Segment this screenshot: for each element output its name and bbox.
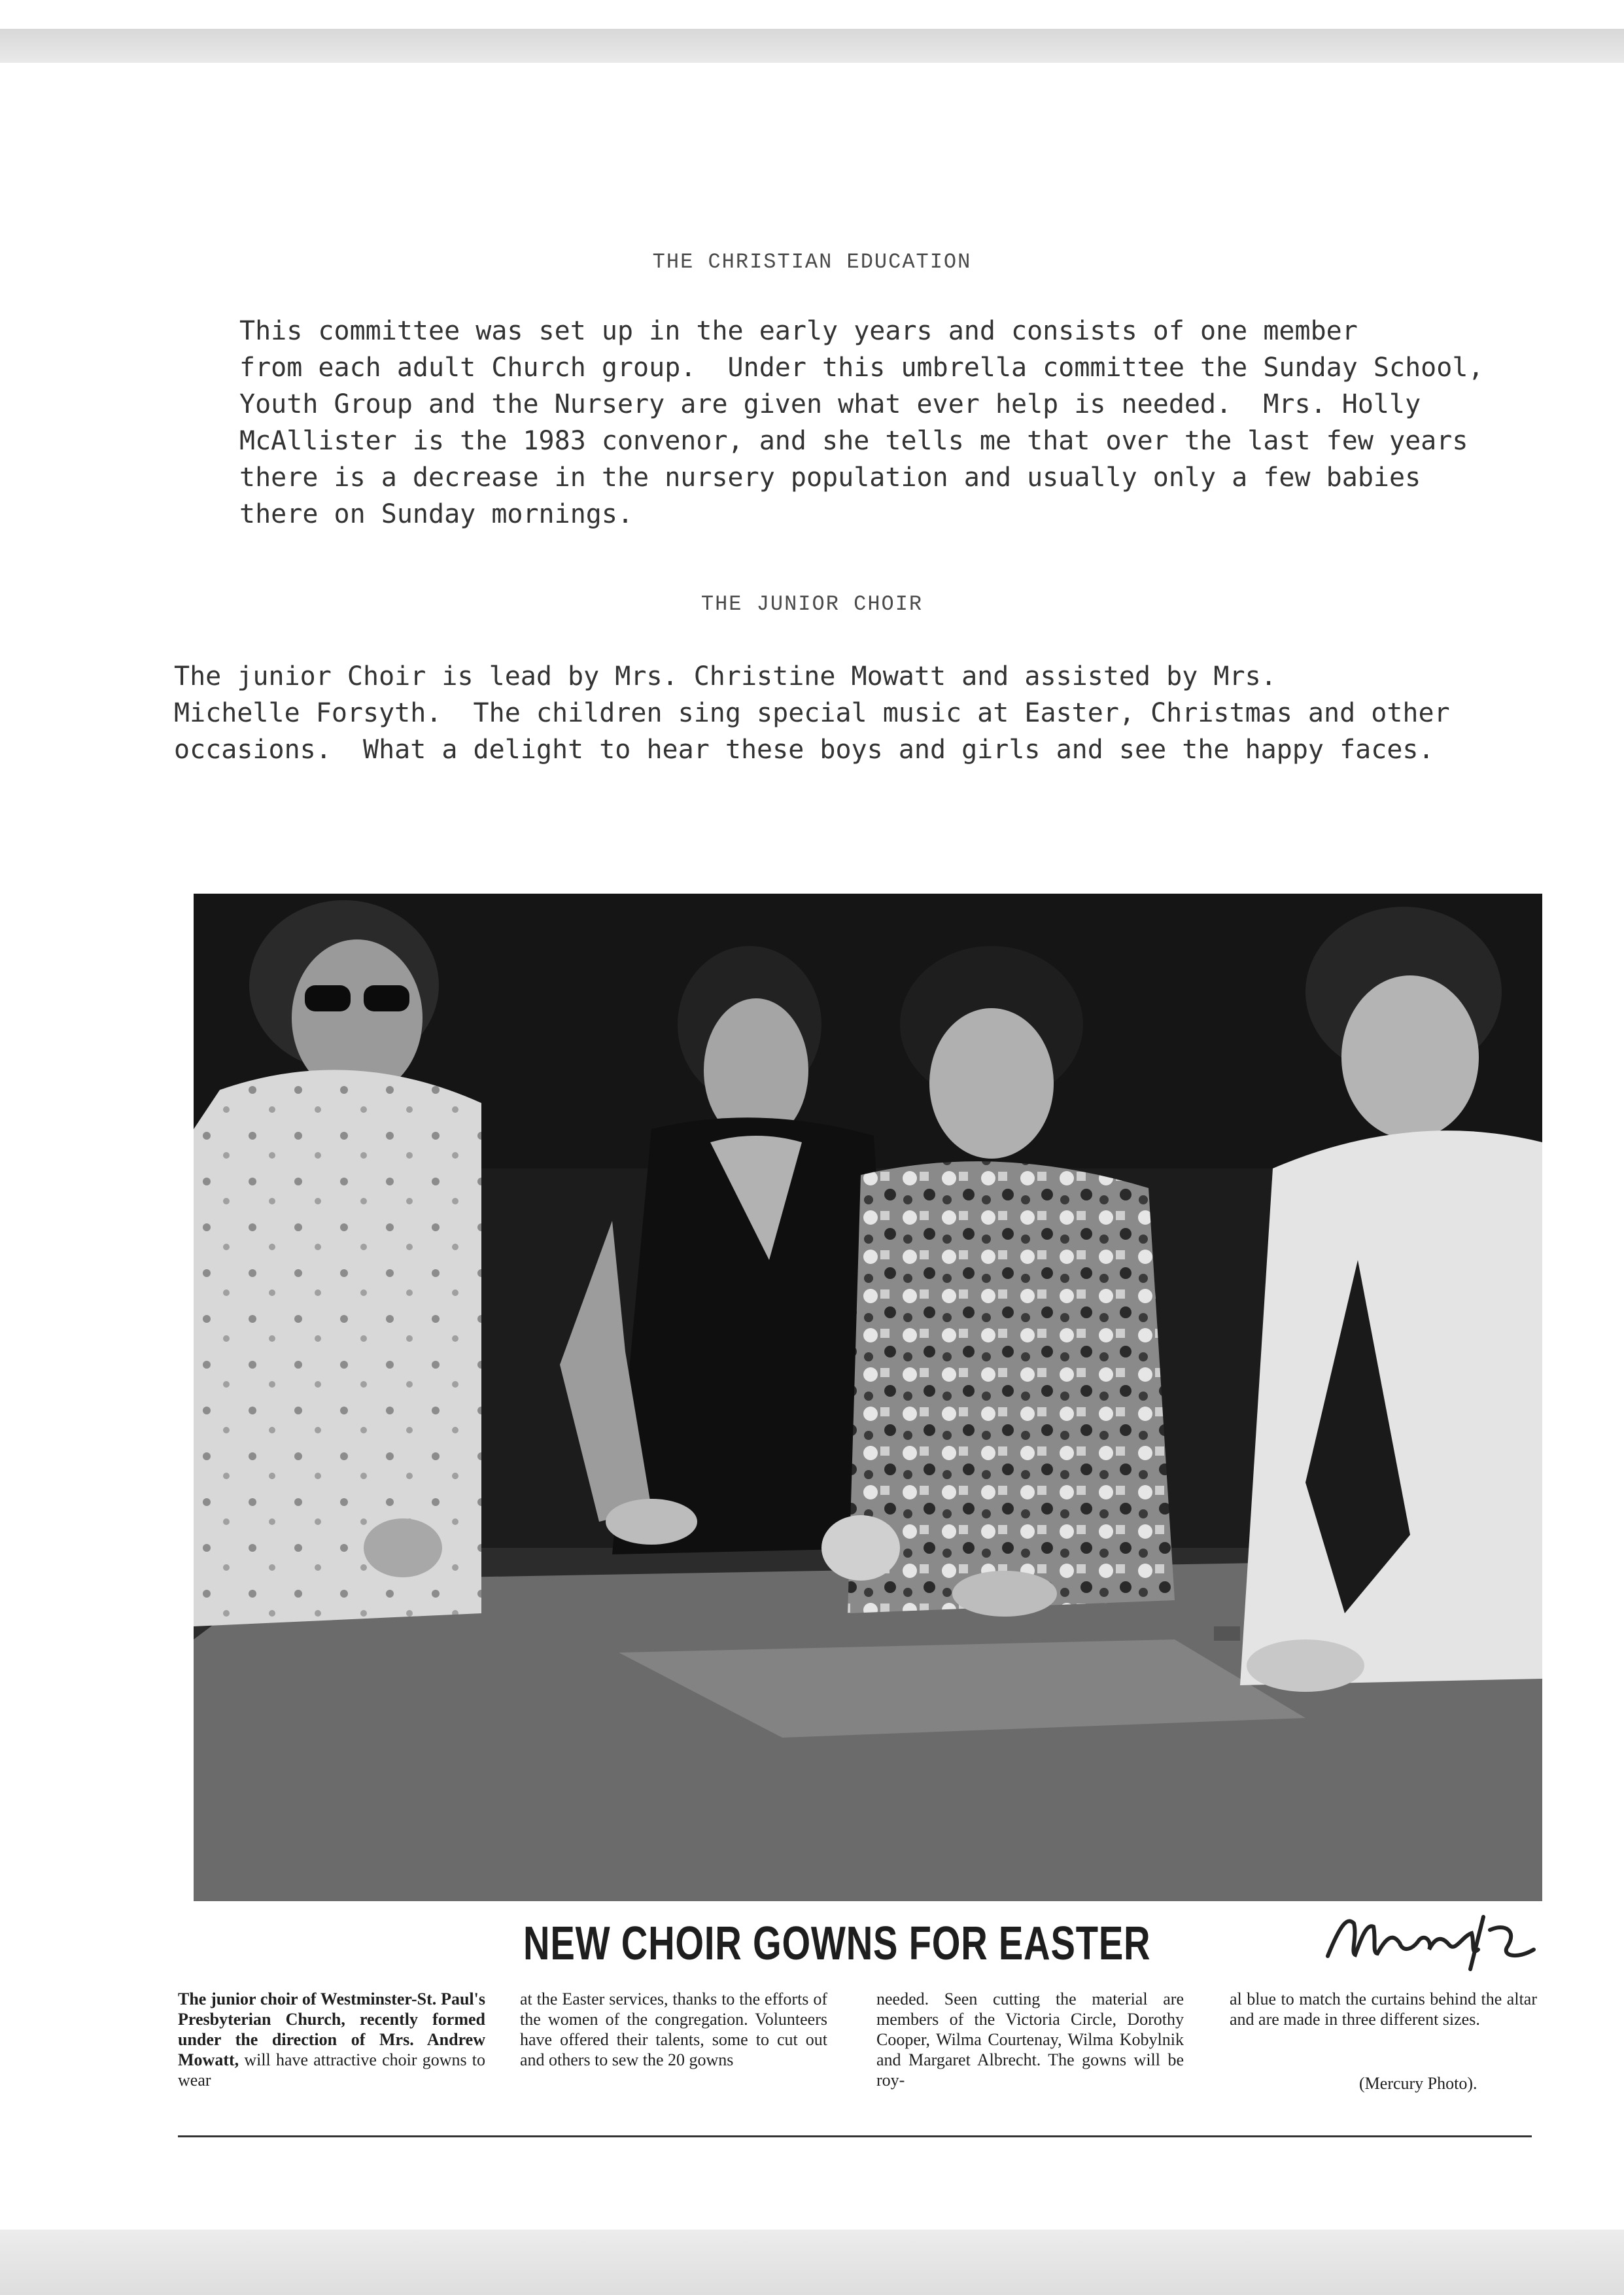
christian-education-heading: THE CHRISTIAN EDUCATION xyxy=(652,250,972,274)
handwritten-date-annotation xyxy=(1321,1897,1537,1976)
junior-choir-paragraph: The junior Choir is lead by Mrs. Christine Mowatt and assisted by Mrs. Michelle Forsyth. The children sing special music at Easter, Christmas and other occasions. What a delight to hear these boys and girls and see the happy faces. xyxy=(174,661,1450,765)
christian-education-paragraph: This committee was set up in the early years and consists of one member from each adult Church group. Under this umbrella committee the Sunday School, Youth Group and the Nursery are given what ever help is needed. Mrs. Holly McAllister is the 1983 convenor, and she tells me that over the last few years there is a decrease in the nursery population and usually only a few babies there on Sunday mornings. xyxy=(239,316,1484,529)
clipping-bottom-rule xyxy=(178,2135,1532,2137)
article-column-1 xyxy=(178,1989,485,2131)
photo-credit: (Mercury Photo). xyxy=(1359,2074,1477,2093)
photo-women-cutting-fabric xyxy=(194,894,1542,1901)
article-lead-text: The junior choir of Westminster-St. Paul's Presbyterian Church, recently formed under the direction of Mrs. Andrew Mowatt, xyxy=(178,1989,485,2069)
article-column-4: al blue to match the curtains behind the altar and are made in three different sizes. xyxy=(1230,1989,1537,2029)
scan-edge-top xyxy=(0,29,1624,63)
article-column-3: needed. Seen cutting the material are members of the Victoria Circle, Dorothy Cooper, Wilma Courtenay, Wilma Kobylnik and Margaret Albrecht. The gowns will be roy- xyxy=(876,1989,1184,2090)
scan-edge-bottom xyxy=(0,2230,1624,2295)
article-column-2: at the Easter services, thanks to the efforts of the women of the congregation. Volunteers have offered their talents, some to cut out and others to sew the 20 gowns xyxy=(520,1989,827,2069)
newspaper-photo xyxy=(194,894,1542,1901)
clipping-headline: NEW CHOIR GOWNS FOR EASTER xyxy=(523,1918,1151,1970)
junior-choir-heading: THE JUNIOR CHOIR xyxy=(700,592,924,616)
article-col1-text: will have attractive choir gowns to wear xyxy=(178,2050,485,2090)
